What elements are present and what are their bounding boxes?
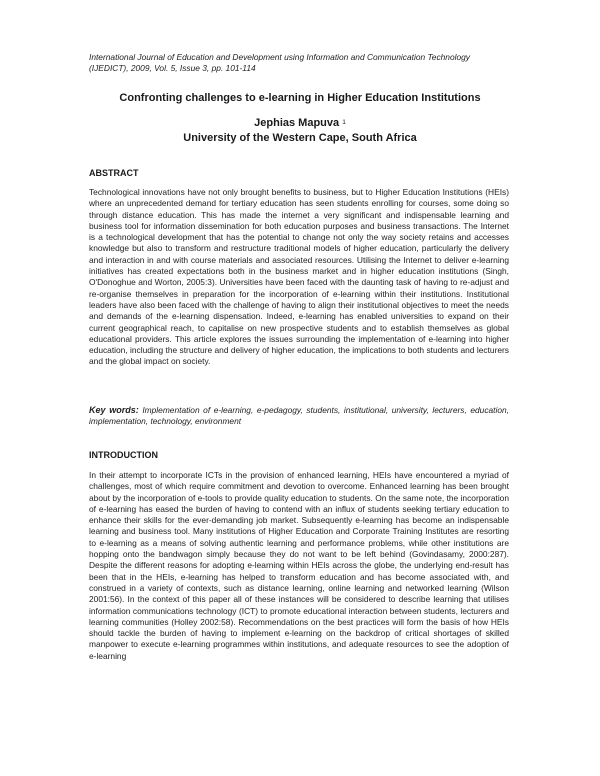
author-block — [0, 116, 600, 146]
author-name-line — [0, 116, 600, 131]
journal-header — [89, 52, 529, 74]
journal-line-2: (IJEDICT), 2009, Vol. 5, Issue 3, pp. 101-114 — [89, 63, 256, 73]
keywords-label: Key words: — [89, 405, 139, 415]
journal-line-1: International Journal of Education and Development using Information and Communication Technology — [89, 52, 470, 62]
introduction-heading: INTRODUCTION — [89, 450, 158, 460]
author-affiliation: University of the Western Cape, South Africa — [183, 132, 417, 144]
abstract-text: Technological innovations have not only brought benefits to business, but to Higher Education Institutions (HEIs) where an unprecedented demand for tertiary education has seen students enrolling for courses, some doing so through distance education. This has made the internet a very significant and indispensable learning and business tool for information dissemination for both education purposes and business transactions. The Internet is a technological development that has the potential to change not only the way society retains and accesses knowledge but also to transform and restructure traditional models of higher education, particularly the delivery and interaction in and with course materials and associated resources. Utilising the Internet to deliver e-learning initiatives has created expectations both in the business market and in higher education institutions (Singh, O'Donoghue and Worton, 2005:3). Universities have been faced with the daunting task of having to re-adjust and re-organise themselves in preparation for the incorporation of e-learning within their institutions. Institutional leaders have also been faced with the challenge of having to align their institutional objectives to meet the needs and demands of the e-learning dispensation. Indeed, e-learning has enabled universities to expand on their current geographical reach, to capitalise on new prospective students and to establish themselves as global educational providers. This article explores the issues surrounding the implementation of e-learning into higher education, including the structure and delivery of higher education, the implications to both students and lecturers and the global impact on society. — [89, 187, 509, 367]
author-footnote-marker: 1 — [342, 119, 346, 126]
article-title: Confronting challenges to e-learning in Higher Education Institutions — [119, 92, 481, 104]
introduction-text: In their attempt to incorporate ICTs in the provision of enhanced learning, HEIs have encountered a myriad of challenges, most of which require commitment and devotion to overcome. Enhanced learning has been brought about by the incorporation of e-tools to provide quality education to students. On the same note, the incorporation of e-learning has eased the burden of having to contend with an influx of students seeking tertiary education to enhance their skills for the ever-demanding job market. Subsequently e-learning has become an indispensable learning and business tool. Many institutions of Higher Education and Corporate Training Institutes are resorting to e-learning as a means of solving authentic learning and performance problems, while other institutions are hopping onto the bandwagon simply because they do not want to be left behind (Govindasamy, 2000:287). Despite the different reasons for adopting e-learning within HEIs across the globe, the underlying end-result has been that in the HEIs, e-learning has helped to transform education and has become associated with, and construed in a variety of contexts, such as distance learning, online learning and networked learning (Wilson 2001:56). In the context of this paper all of these instances will be considered to describe learning that utilises information communications technology (ICT) to promote educational interaction between students, lecturers and learning communities (Holley 2002:58). Recommendations on the best practices will form the basis of how HEIs should tackle the burden of having to implement e-learning on the backdrop of critical shortages of skilled manpower to execute e-learning programmes within institutions, and adequate resources to see the adoption of e-learning — [89, 470, 509, 661]
keywords-block — [89, 405, 509, 428]
keywords-text: Implementation of e-learning, e-pedagogy, students, institutional, university, lecturers, education, implementation, technology, environment — [89, 405, 510, 427]
abstract-heading: ABSTRACT — [89, 168, 139, 178]
author-name: Jephias Mapuva — [254, 117, 340, 129]
